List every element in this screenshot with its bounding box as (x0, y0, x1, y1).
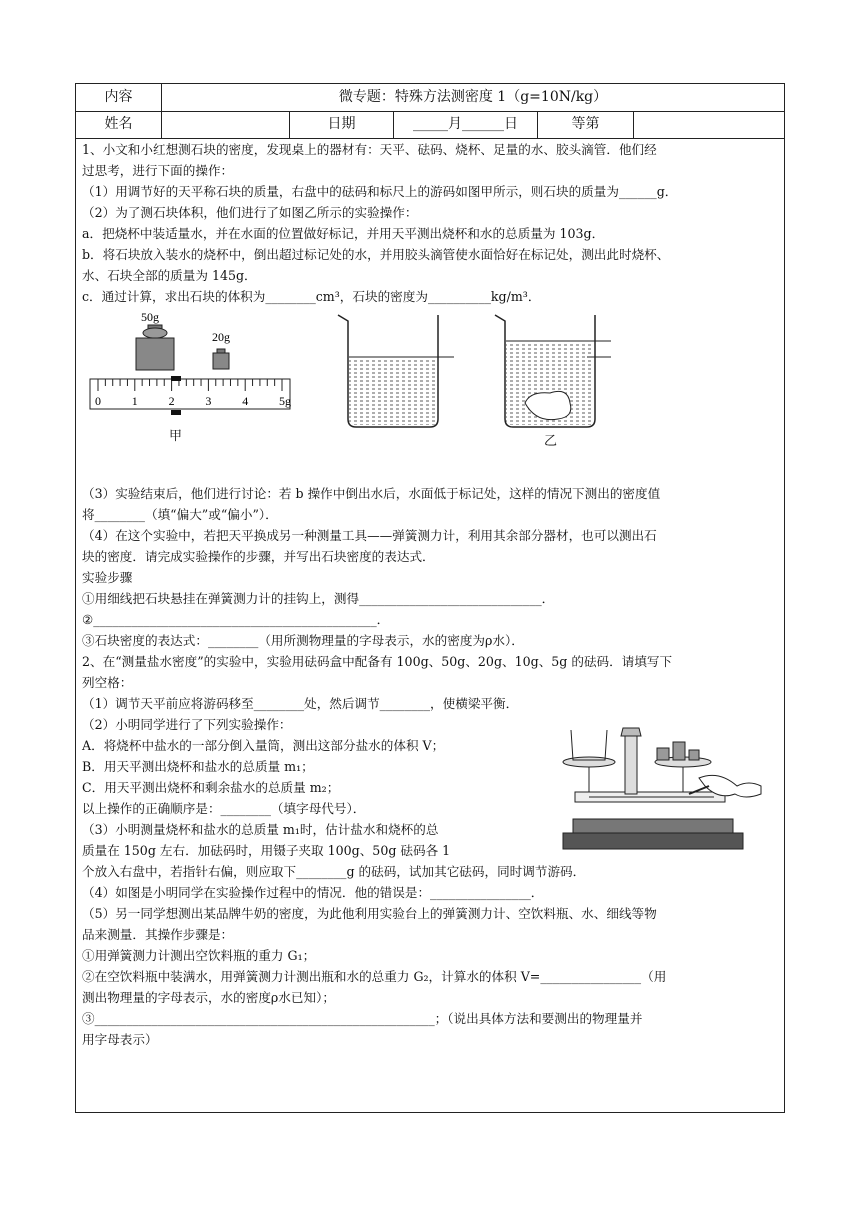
scale-tick-label: 5g (279, 394, 291, 408)
weight-20g-body (213, 353, 229, 369)
scale-tick-label: 2 (168, 394, 175, 408)
grade-label: 等第 (538, 111, 634, 138)
question-text-line: 1、小文和小红想测石块的密度，发现桌上的器材有：天平、砝码、烧杯、足量的水、胶头滴管．他们经 (82, 142, 657, 157)
question-text-line: c．通过计算，求出石块的体积为________cm³，石块的密度为__________kg/m³． (82, 289, 541, 304)
weight-b (673, 742, 685, 760)
question-text-line: （2）为了测石块体积，他们进行了如图乙所示的实验操作： (82, 205, 418, 220)
scale-tick-label: 3 (205, 394, 212, 408)
question-text-line: 水、石块全部的质量为 145g． (82, 268, 257, 283)
question-text-line: A．将烧杯中盐水的一部分倒入量筒，测出这部分盐水的体积 V； (82, 738, 445, 753)
question-text-line: B．用天平测出烧杯和盐水的总质量 m₁； (82, 759, 314, 774)
name-field[interactable] (162, 111, 290, 138)
question-text-line: C．用天平测出烧杯和剩余盐水的总质量 m₂； (82, 780, 340, 795)
question-text-line: ①用弹簧测力计测出空饮料瓶的重力 G₁； (82, 948, 316, 963)
question-text-line: a．把烧杯中装适量水，并在水面的位置做好标记，并用天平测出烧杯和水的总质量为 103g． (82, 226, 605, 241)
header-row-info (76, 111, 784, 139)
caption-jia: 甲 (169, 429, 183, 444)
question-text-line: 实验步骤 (82, 570, 133, 585)
question-text-line: （4）在这个实验中，若把天平换成另一种测量工具——弹簧测力计，利用其余部分器材，也可以测出石 (82, 528, 657, 543)
question-text-line: ②_____________________________________________． (82, 612, 390, 627)
question-text-line: 将________（填“偏大”或“偏小”）． (82, 507, 278, 522)
question-text-line: （3）小明测量烧杯和盐水的总质量 m₁时，估计盐水和烧杯的总 (82, 822, 439, 837)
date-field[interactable]: _____月______日 (394, 111, 538, 138)
weight-c (689, 750, 699, 760)
question-body (82, 139, 782, 1050)
name-label: 姓名 (76, 111, 162, 138)
header-row-topic (76, 84, 784, 112)
question-text-line: 品来测量．其操作步骤是： (82, 927, 234, 942)
balance-base (563, 833, 743, 849)
content-label: 内容 (76, 84, 162, 111)
question-text-line: （3）实验结束后，他们进行讨论：若 b 操作中倒出水后，水面低于标记处，这样的情况下测出的密度值 (82, 486, 661, 501)
figure-jia (86, 311, 296, 461)
beaker-on-pan (571, 730, 607, 760)
grade-field[interactable] (634, 111, 784, 138)
question-text-line: ②在空饮料瓶中装满水，用弹簧测力计测出瓶和水的总重力 G₂，计算水的体积 V=________________（用 (82, 969, 667, 984)
weight-50g-body (136, 338, 174, 370)
question-text-line: b．将石块放入装水的烧杯中，倒出超过标记处的水，并用胶头滴管使水面恰好在标记处，测出此时烧杯、 (82, 247, 670, 262)
question-text-line: 用字母表示） (82, 1032, 158, 1047)
question-text-line: 测出物理量的字母表示，水的密度ρ水已知）； (82, 990, 335, 1005)
water-1 (349, 357, 437, 425)
question-text-line: （2）小明同学进行了下列实验操作： (82, 717, 292, 732)
date-label: 日期 (290, 111, 394, 138)
balance-pillar (625, 734, 637, 794)
question-text-line: 2、在“测量盐水密度”的实验中，实验用砝码盒中配备有 100g、50g、20g、10g、5g 的砝码．请填写下 (82, 654, 673, 669)
weight-50g-label: 50g (141, 311, 159, 324)
question-text-line: 个放入右盘中，若指针右偏，则应取下________g 的砝码，试加其它砝码，同时调节游码． (82, 864, 586, 879)
question-text-line: ③______________________________________________________；（说出具体方法和要测出的物理量并 (82, 1011, 643, 1026)
question-text-line: ①用细线把石块悬挂在弹簧测力计的挂钩上，测得_____________________________． (82, 591, 555, 606)
question-text-line: ③石块密度的表达式：________（用所测物理量的字母表示，水的密度为ρ水）． (82, 633, 524, 648)
question-text-line: 质量在 150g 左右．加砝码时，用镊子夹取 100g、50g 砝码各 1 (82, 843, 451, 858)
scale-tick-label: 4 (242, 394, 249, 408)
weight-a (657, 748, 669, 760)
question-text-line: 列空格： (82, 675, 133, 690)
question-text-line: 过思考，进行下面的操作： (82, 163, 234, 178)
balance-illustration (549, 720, 789, 855)
figure-yi (330, 307, 630, 437)
rider-top (171, 376, 181, 381)
weight-20g-label: 20g (212, 330, 230, 344)
question-1-part-a (82, 139, 782, 307)
question-text-line: 块的密度．请完成实验操作的步骤，并写出石块密度的表达式． (82, 549, 435, 564)
question-text-line: （5）另一同学想测出某品牌牛奶的密度，为此他利用实验台上的弹簧测力计、空饮料瓶、水、细线等物 (82, 906, 657, 921)
question-text-line: （1）用调节好的天平称石块的质量，右盘中的砝码和标尺上的游码如图甲所示，则石块的质量为______g． (82, 184, 678, 199)
question-text-line: 以上操作的正确顺序是：________（填字母代号）． (82, 801, 366, 816)
topic-title: 微专题：特殊方法测密度 1（g=10N/kg） (338, 89, 608, 105)
figure-area (82, 307, 782, 483)
caption-yi: 乙 (544, 434, 558, 449)
scale-tick-label: 1 (131, 394, 138, 408)
scale-tick-label: 0 (95, 394, 101, 408)
left-pan (563, 757, 615, 767)
rider-bottom (171, 410, 181, 415)
worksheet (75, 83, 785, 1113)
question-text-line: （4）如图是小明同学在实验操作过程中的情况．他的错误是：________________． (82, 885, 544, 900)
question-text-line: （1）调节天平前应将游码移至________处，然后调节________，使横梁平衡． (82, 696, 519, 711)
